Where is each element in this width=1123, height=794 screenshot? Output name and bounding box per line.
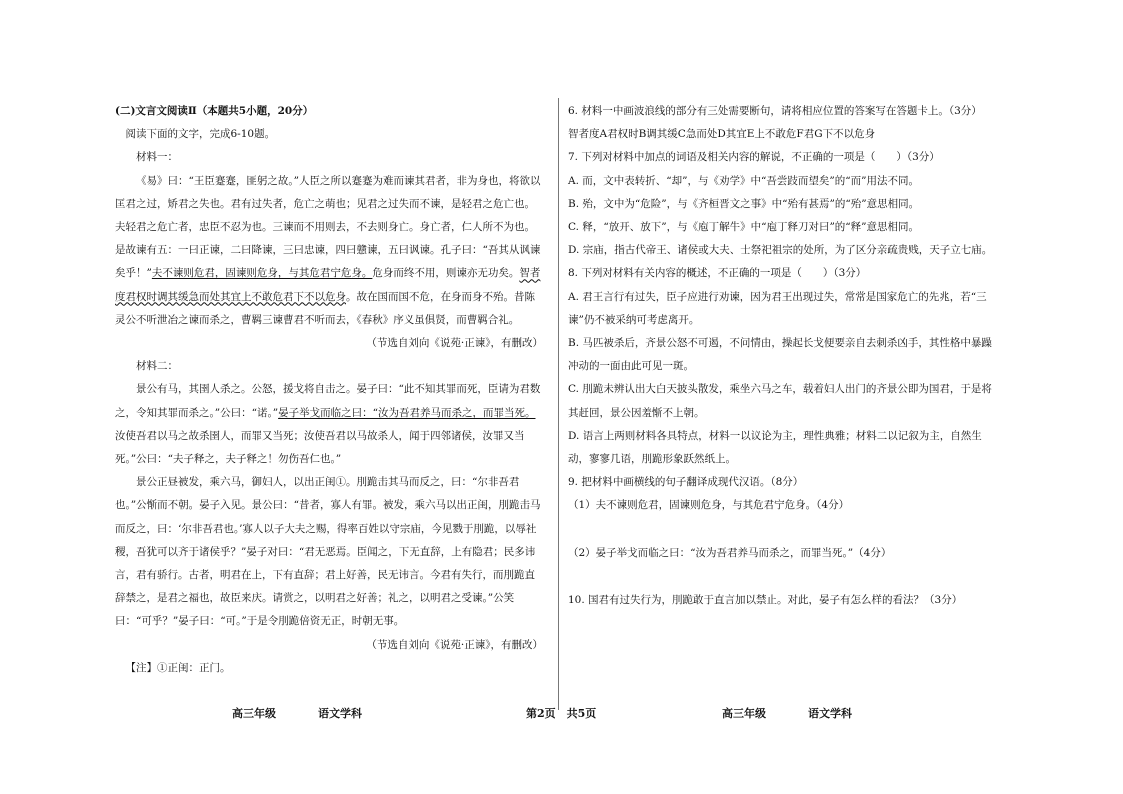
underlined-sentence-1: 夫不谏则危君，固谏则危身，与其危君宁危身。 xyxy=(151,267,373,280)
material-one-source: （节选自刘向《说苑·正谏》，有删改） xyxy=(366,337,543,350)
underlined-sentence-2: 晏子举戈而临之曰：“汝为吾君养马而杀之，而罪当死。 xyxy=(278,406,536,419)
right-column xyxy=(568,100,1000,612)
column-divider xyxy=(558,98,559,710)
question-6-text: 智者度A君权时B调其缓C急而处D其宜E上不敢危F君G下不以危身 xyxy=(568,128,876,141)
material-one-label: 材料一： xyxy=(136,151,178,164)
question-7-option-b: B. 殆，文中为“危险”，与《齐桓晋文之事》中“殆有甚焉”的“殆”意思相同。 xyxy=(568,197,920,210)
question-7-option-c: C. 释，“放开、放下”，与《庖丁解牛》中“庖丁释刀对曰”的“释”意思相同。 xyxy=(568,221,920,234)
material-one-text xyxy=(115,170,543,332)
annotation-note: 【注】①正闺：正门。 xyxy=(125,661,231,674)
material-one-part3: 。故在国而国不危，在身而身不殆。昔陈灵公不听泄冶之谏而杀之，曹羁三谏曹君不听而去，《春秋》序义虽俱贤，而曹羁合礼。 xyxy=(115,290,535,326)
section-title: (二)文言文阅读Ⅱ（本题共5小题，20分） xyxy=(115,105,314,117)
question-7-option-a: A. 而，文中表转折、“却”，与《劝学》中“吾尝跂而望矣”的“而”用法不同。 xyxy=(568,174,919,187)
question-9-part-1: （1）夫不谏则危君，固谏则危身，与其危君宁危身。（4分） xyxy=(568,499,850,512)
material-two-part1: 景公有马，其圉人杀之。公怒，援戈将自击之。晏子曰：“此不知其罪而死，臣请为君数之，令知其罪而杀之。”公曰：“诺。” xyxy=(115,383,541,419)
question-9-part-2: （2）晏子举戈而临之曰：“汝为吾君养马而杀之，而罪当死。”（4分） xyxy=(568,546,892,559)
material-two-label: 材料二： xyxy=(136,360,178,373)
footer-grade-right: 高三年级 xyxy=(722,707,766,720)
footer-grade-left: 高三年级 xyxy=(232,707,276,720)
footer-subject-left: 语文学科 xyxy=(318,707,362,720)
material-one-part2: 危身而终不用，则谏亦无功矣。 xyxy=(372,267,520,280)
question-7-option-d: D. 宗庙，指古代帝王、诸侯或大夫、士祭祀祖宗的处所，为了区分亲疏贵贱，天子立七庙。 xyxy=(568,244,993,257)
question-10: 10. 国君有过失行为，刖跪敢于直言加以禁止。对此，晏子有怎么样的看法？（3分） xyxy=(568,593,963,606)
footer-page-number: 第2页 共5页 xyxy=(526,707,597,720)
footer-subject-right: 语文学科 xyxy=(808,707,852,720)
material-two-part2: 汝使吾君以马之故杀圉人，而罪又当死；汝使吾君以马故杀人，闻于四邻诸侯，汝罪又当死。”公曰：“夫子释之，夫子释之！勿伤吾仁也。” xyxy=(115,429,525,466)
question-7: 7. 下列对材料中加点的词语及相关内容的解说，不正确的一项是（ ）（3分） xyxy=(568,151,940,164)
answer-space-9-1 xyxy=(568,518,1000,542)
question-6: 6. 材料一中画波浪线的部分有三处需要断句，请将相应位置的答案写在答题卡上。（3分） xyxy=(568,105,982,117)
answer-space-9-2 xyxy=(568,565,1000,589)
material-two-source: （节选自刘向《说苑·正谏》，有删改） xyxy=(366,638,543,651)
wavy-sentence: 智者度君权时调其缓急而处其宜上不敢危君下不以危身 xyxy=(115,267,541,303)
question-8: 8. 下列对材料有关内容的概述，不正确的一项是（ ）（3分） xyxy=(568,267,867,280)
question-8-option-c: C. 刖跪未辨认出大白天披头散发，乘坐六马之车，载着妇人出门的齐景公即为国君，于是将其赶回，景公因羞惭不上朝。 xyxy=(568,383,992,419)
left-column xyxy=(115,100,543,680)
question-8-option-a: A. 君王言行有过失，臣子应进行劝谏，因为君王出现过失，常常是国家危亡的先兆，若“三谏”仍不被采纳可考虑离开。 xyxy=(568,290,987,326)
question-8-option-b: B. 马匹被杀后，齐景公怒不可遏，不问情由，操起长戈便要亲自去刺杀凶手，其性格中暴躁冲动的一面由此可见一斑。 xyxy=(568,337,992,373)
question-8-option-d: D. 语言上两则材料各具特点，材料一以议论为主，理性典雅；材料二以记叙为主，自然生动，寥寥几语，刖跪形象跃然纸上。 xyxy=(568,429,982,466)
material-one-part1: 《易》曰：“王臣蹇蹇，匪躬之故。”人臣之所以蹇蹇为难而谏其君者，非为身也，将欲以匡君之过，矫君之失也。君有过失者，危亡之萌也；见君之过失而不谏，是轻君之危亡也。夫轻君之危亡者，忠臣不忍为也。三谏而不用则去，不去则身亡。身亡者，仁人所不为也。是故谏有五：一曰正谏，二曰降谏，三曰忠谏，四曰戆谏，五曰讽谏。孔子曰：“吾其从讽谏矣乎！” xyxy=(115,174,541,280)
material-two-para1 xyxy=(115,378,543,471)
question-9: 9. 把材料中画横线的句子翻译成现代汉语。（8分） xyxy=(568,476,804,489)
instruction: 阅读下面的文字，完成6-10题。 xyxy=(125,128,276,141)
material-two-para2: 景公正昼被发，乘六马，御妇人，以出正闺①。刖跪击其马而反之，曰：“尔非吾君也。”公惭而不朝。晏子入见。景公曰：“昔者，寡人有罪。被发，乘六马以出正闺，刖跪击马而反之，曰：‘尔非吾君也。’寡人以子大夫之赐，得率百姓以守宗庙，今见戮于刖跪，以辱社稷，吾犹可以齐于诸侯乎？”晏子对曰：“君无恶焉。臣闻之，下无直辞，上有隐君；民多讳言，君有骄行。古者，明君在上，下有直辞；君上好善，民无讳言。今君有失行，而刖跪直辞禁之，是君之福也，故臣来庆。请赏之，以明君之好善；礼之，以明君之受谏。”公笑曰：“可乎？”晏子曰：“可。”于是令刖跪倍资无正，时朝无事。 xyxy=(115,476,541,628)
